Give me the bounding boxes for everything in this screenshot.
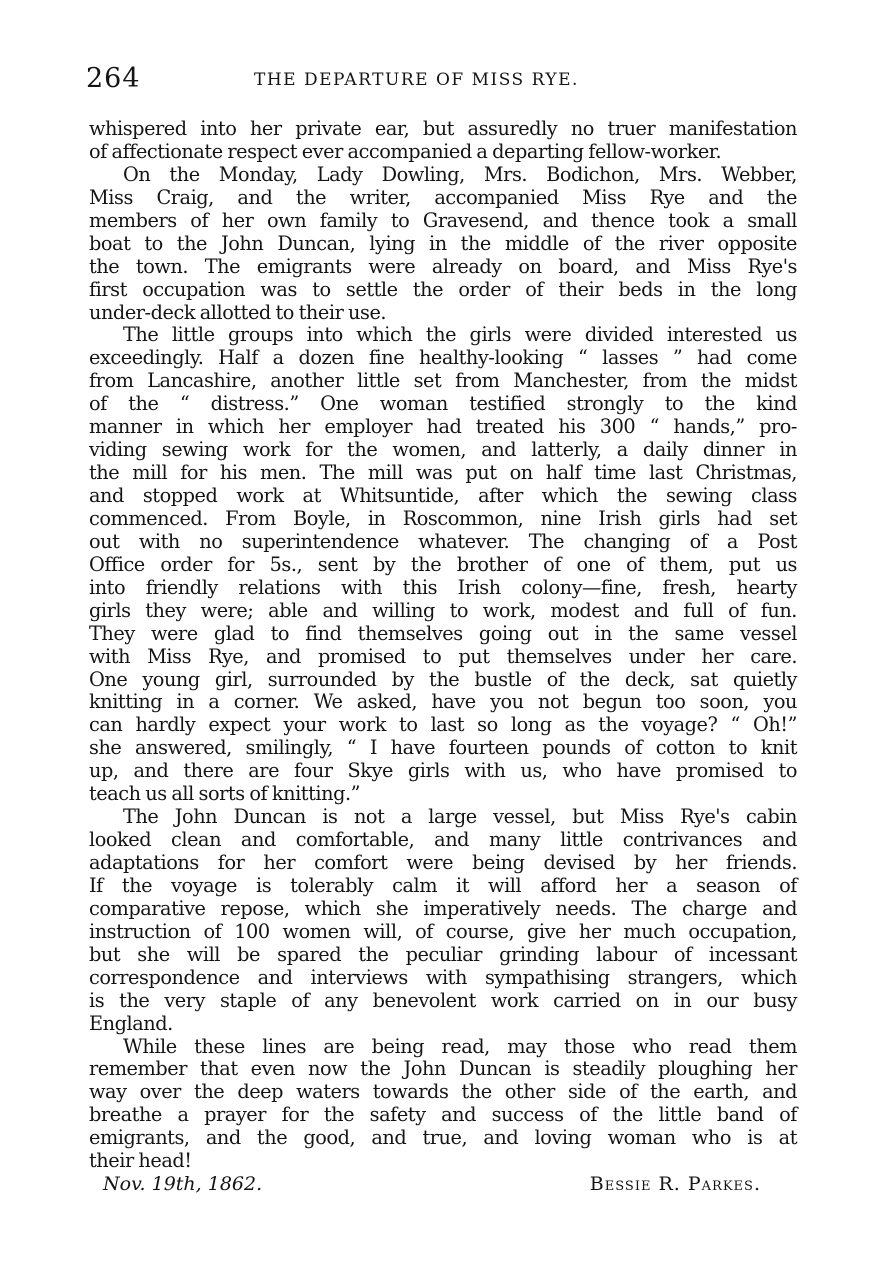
text-line: first occupation was to settle the order of their beds in the long xyxy=(89,277,797,301)
page-header xyxy=(86,62,802,96)
text-line: They were glad to find themselves going out in the same vessel xyxy=(89,621,797,645)
text-line: exceedingly. Half a dozen fine healthy-looking “ lasses ” had come xyxy=(89,346,797,370)
text-line: members of her own family to Gravesend, and thence took a small xyxy=(89,208,797,232)
text-line: from Lancashire, another little set from Manchester, from the midst xyxy=(89,369,797,393)
text-line: While these lines are being read, may those who read them xyxy=(123,1034,797,1058)
text-line: up, and there are four Skye girls with us, who have promised to xyxy=(89,759,797,783)
text-line: but she will be spared the peculiar grinding labour of incessant xyxy=(89,942,797,966)
text-line: England. xyxy=(89,1011,173,1035)
signature-date: Nov. 19th, 1862. xyxy=(103,1173,263,1195)
text-line: and stopped work at Whitsuntide, after which the sewing class xyxy=(89,484,797,507)
text-line: into friendly relations with this Irish colony—fine, fresh, hearty xyxy=(89,575,797,599)
text-line: If the voyage is tolerably calm it will afford her a season of xyxy=(89,873,797,897)
text-line: instruction of 100 women will, of course, give her much occupation, xyxy=(89,919,797,943)
text-line: way over the deep waters towards the other side of the earth, and xyxy=(89,1080,797,1104)
text-line: their head! xyxy=(89,1149,192,1173)
text-line: she answered, smilingly, “ I have fourteen pounds of cotton to knit xyxy=(89,736,797,760)
text-line: out with no superintendence whatever. The changing of a Post xyxy=(89,529,797,553)
text-line: with Miss Rye, and promised to put themselves under her care. xyxy=(89,644,797,668)
text-line: is the very staple of any benevolent work carried on in our busy xyxy=(89,988,797,1012)
text-line: of affectionate respect ever accompanied a departing fellow-worker. xyxy=(89,139,722,163)
text-line: boat to the John Duncan, lying in the middle of the river opposite xyxy=(89,231,797,255)
text-line: Office order for 5s., sent by the brother of one of them, put us xyxy=(89,552,797,576)
signature-line xyxy=(89,1172,797,1196)
text-line: teach us all sorts of knitting.” xyxy=(89,782,361,806)
text-line: knitting in a corner. We asked, have you not begun too soon, you xyxy=(89,690,797,714)
text-line: can hardly expect your work to last so long as the voyage? “ Oh!” xyxy=(89,713,797,737)
text-line: The little groups into which the girls were divided interested us xyxy=(123,323,797,347)
text-line: On the Monday, Lady Dowling, Mrs. Bodichon, Mrs. Webber, xyxy=(123,162,797,186)
text-line: under-deck allotted to their use. xyxy=(89,300,387,324)
text-line: of the “ distress.” One woman testified strongly to the kind xyxy=(89,392,797,416)
text-line: looked clean and comfortable, and many little contrivances and xyxy=(89,828,797,852)
text-line: One young girl, surrounded by the bustle of the deck, sat quietly xyxy=(89,667,797,691)
text-line: whispered into her private ear, but assuredly no truer manifestation xyxy=(89,117,797,140)
text-line: remember that even now the John Duncan is steadily ploughing her xyxy=(89,1057,797,1081)
text-line: correspondence and interviews with sympathising strangers, which xyxy=(89,965,797,989)
text-line: manner in which her employer had treated his 300 “ hands,” pro- xyxy=(89,415,797,439)
text-line: girls they were; able and willing to work, modest and full of fun. xyxy=(89,598,797,622)
text-line: the mill for his men. The mill was put on half time last Christmas, xyxy=(89,461,797,485)
text-line: Miss Craig, and the writer, accompanied Miss Rye and the xyxy=(89,185,797,209)
text-line: viding sewing work for the women, and latterly, a daily dinner in xyxy=(89,438,797,462)
signature-author: Bessie R. Parkes. xyxy=(589,1173,761,1195)
text-line: commenced. From Boyle, in Roscommon, nine Irish girls had set xyxy=(89,506,797,530)
text-line: breathe a prayer for the safety and success of the little band of xyxy=(89,1103,797,1127)
text-line: the town. The emigrants were already on board, and Miss Rye's xyxy=(89,254,797,278)
text-line: adaptations for her comfort were being devised by her friends. xyxy=(89,851,797,874)
page-number: 264 xyxy=(86,63,141,94)
body-text xyxy=(89,118,797,1173)
text-line: emigrants, and the good, and true, and loving woman who is at xyxy=(89,1126,797,1150)
text-line: comparative repose, which she imperatively needs. The charge and xyxy=(89,896,797,920)
text-line: The John Duncan is not a large vessel, but Miss Rye's cabin xyxy=(123,805,797,829)
running-title: THE DEPARTURE OF MISS RYE. xyxy=(254,70,579,90)
